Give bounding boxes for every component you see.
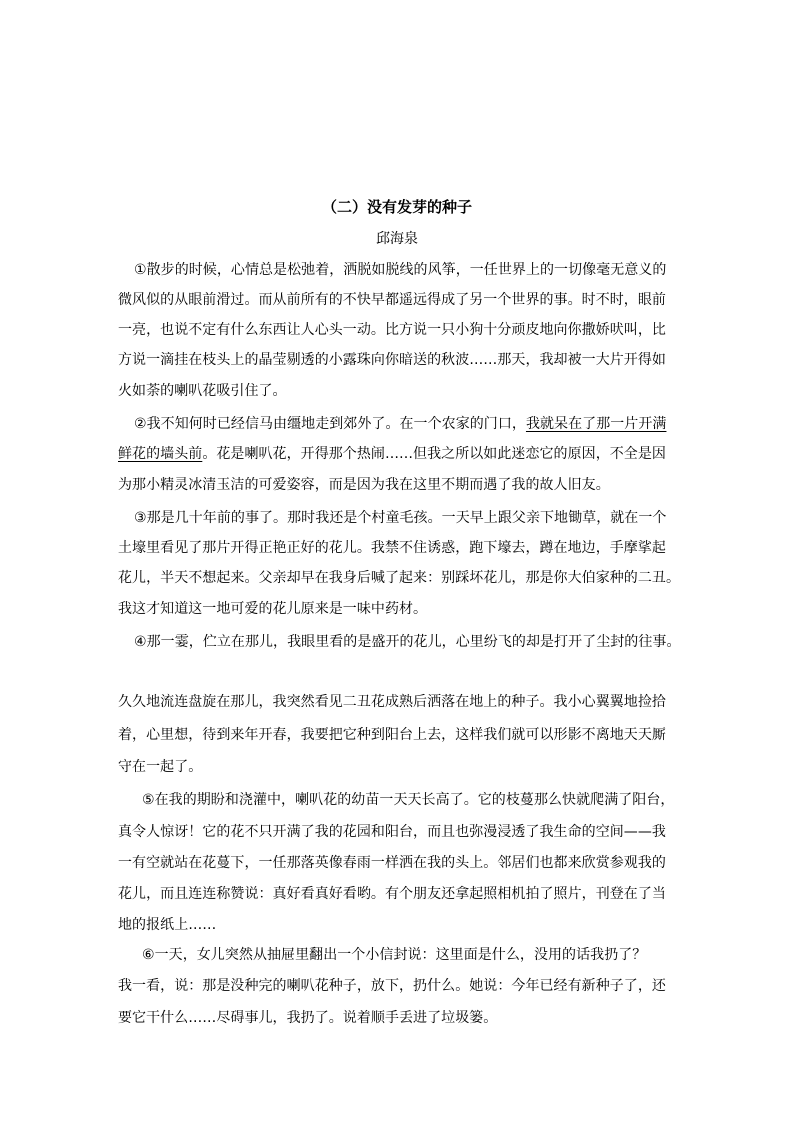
- text-line: 守在一起了。: [118, 759, 203, 775]
- article-author: 邱海泉: [376, 231, 418, 247]
- text-line: 火如荼的喇叭花吸引住了。: [118, 383, 287, 399]
- text-line: ④那一霎，伫立在那儿，我眼里看的是盛开的花儿，心里纷飞的却是打开了尘封的往事。: [134, 634, 681, 650]
- text-line: 花儿，而且连连称赞说：真好看真好看哟。有个朋友还拿起照相机拍了照片，刊登在了当: [118, 886, 666, 902]
- text-segment: ②我不知何时已经信马由缰地走到郊外了。在一个农家的门口，: [134, 416, 526, 432]
- text-line: 花儿，半天不想起来。父亲却早在我身后喊了起来：别踩坏花儿，那是你大伯家种的二丑。: [118, 570, 680, 586]
- text-line: [134, 414, 694, 434]
- text-line: 微风似的从眼前滑过。而从前所有的不快早都遥远得成了另一个世界的事。时不时，眼前: [118, 292, 666, 308]
- text-line: 我一看，说：那是没种完的喇叭花种子，放下，扔什么。她说：今年已经有新种子了，还: [118, 978, 666, 994]
- text-line: 土壕里看见了那片开得正艳正好的花儿。我禁不住诱惑，跑下壕去，蹲在地边，手摩挲起: [118, 540, 666, 556]
- underlined-text: 鲜花的墙头前: [118, 446, 203, 462]
- text-line: 一亮，也说不定有什么东西让人心头一动。比方说一只小狗十分顽皮地向你撒娇吠叫，比: [118, 322, 666, 338]
- text-line: 方说一滴挂在枝头上的晶莹剔透的小露珠向你暗送的秋波……那天，我却被一大片开得如: [118, 352, 666, 368]
- text-line: 地的报纸上……: [118, 917, 217, 933]
- article-title: （二）没有发芽的种子: [321, 198, 472, 216]
- text-line: 一有空就站在花蔓下，一任那落英像春雨一样洒在我的头上。邻居们也都来欣赏参观我的: [118, 855, 666, 871]
- text-line: 久久地流连盘旋在那儿，我突然看见二丑花成熟后洒落在地上的种子。我小心翼翼地捡拾: [118, 694, 666, 710]
- text-line: 为那小精灵冰清玉洁的可爱姿容，而是因为我在这里不期而遇了我的故人旧友。: [118, 477, 610, 493]
- text-line: ⑥一天，女儿突然从抽屉里翻出一个小信封说：这里面是什么，没用的话我扔了？: [142, 947, 647, 963]
- text-segment: 。花是喇叭花，开得那个热闹……但我之所以如此迷恋它的原因，不全是因: [202, 446, 666, 462]
- text-line: [118, 444, 678, 464]
- text-line: 真令人惊讶！它的花不只开满了我的花园和阳台，而且也弥漫浸透了我生命的空间——我: [118, 824, 666, 840]
- text-line: ①散步的时候，心情总是松弛着，洒脱如脱线的风筝，一任世界上的一切像毫无意义的: [134, 262, 667, 278]
- text-line: ⑤在我的期盼和浇灌中，喇叭花的幼苗一天天长高了。它的枝蔓那么快就爬满了阳台，: [142, 792, 675, 808]
- text-line: 我这才知道这一地可爱的花儿原来是一味中药材。: [118, 601, 428, 617]
- text-line: 着，心里想，待到来年开春，我要把它种到阳台上去，这样我们就可以形影不离地天天厮: [118, 727, 666, 743]
- underlined-text: 我就呆在了那一片开满: [525, 416, 667, 432]
- text-line: ③那是几十年前的事了。那时我还是个村童毛孩。一天早上跟父亲下地锄草，就在一个: [134, 510, 667, 526]
- text-line: 要它干什么……尽碍事儿，我扔了。说着顺手丢进了垃圾篓。: [118, 1010, 498, 1026]
